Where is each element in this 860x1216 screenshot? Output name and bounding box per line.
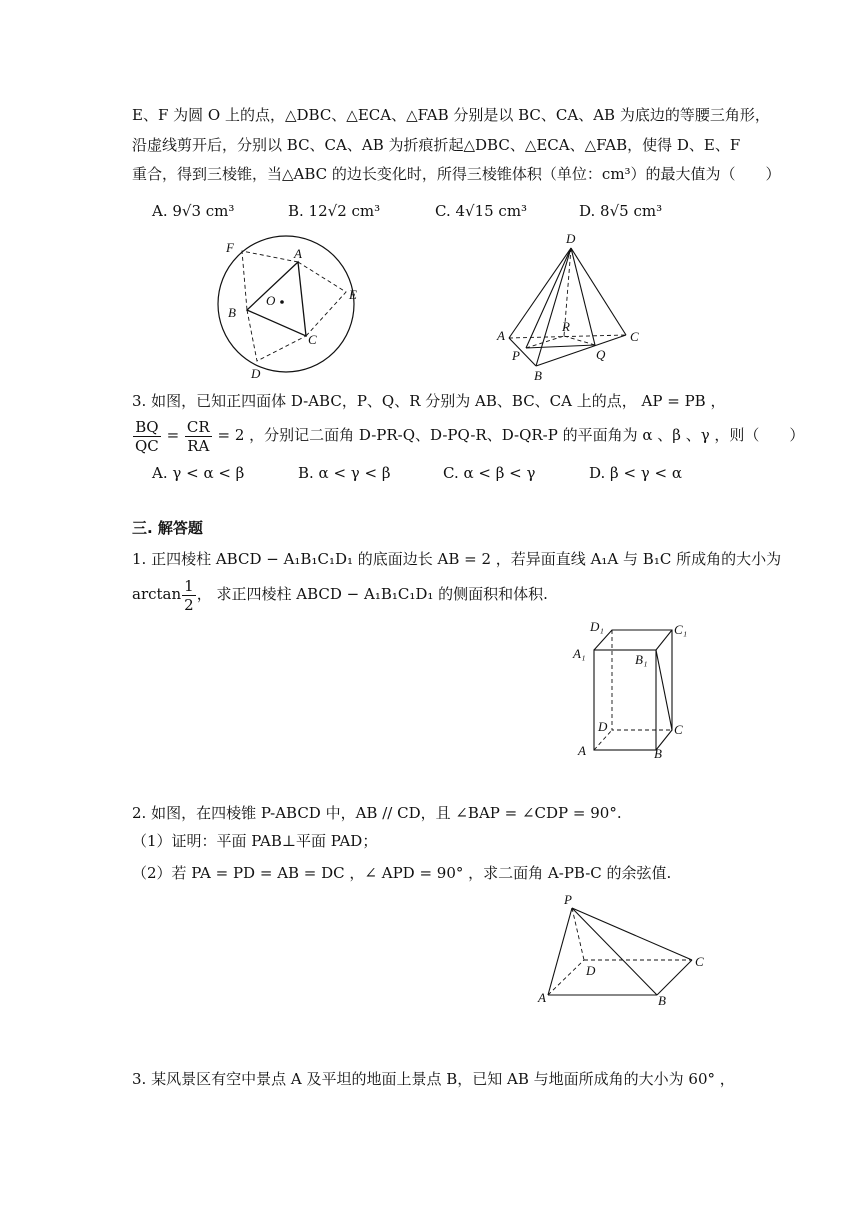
label-b1: B₁ xyxy=(635,652,648,667)
triangle-abc xyxy=(247,262,306,336)
option-a: A. 9√3 cm³ xyxy=(152,202,235,220)
label-a: A xyxy=(538,990,546,1005)
label-p: P xyxy=(512,348,520,363)
label-d1: D₁ xyxy=(590,619,604,634)
label-a: A xyxy=(294,246,302,261)
label-b: B xyxy=(534,368,542,383)
q2-line2: （1）证明：平面 PAB⊥平面 PAD； xyxy=(132,832,378,850)
label-p: P xyxy=(564,892,572,907)
label-o: O xyxy=(266,293,276,308)
label-e: E xyxy=(349,287,357,302)
dashed-lines xyxy=(242,251,346,361)
problem2-options xyxy=(152,200,752,222)
tetrahedron-figure xyxy=(492,228,652,384)
frac1-den: QC xyxy=(135,436,159,455)
label-b: B xyxy=(228,305,236,320)
option-b: B. 12√2 cm³ xyxy=(288,202,381,220)
label-c: C xyxy=(695,954,704,969)
label-b: B xyxy=(654,746,662,761)
label-d: D xyxy=(598,719,608,734)
option-a: A. γ < α < β xyxy=(152,464,245,482)
option-b: B. α < γ < β xyxy=(298,464,391,482)
q1-line1: 1. 正四棱柱 ABCD − A₁B₁C₁D₁ 的底面边长 AB = 2 ，若异面直线 A₁A 与 B₁C 所成角的大小为 xyxy=(132,550,782,568)
problem2-line3: 重合，得到三棱锥，当△ABC 的边长变化时，所得三棱锥体积（单位：cm³）的最大值为（ ） xyxy=(132,165,781,183)
label-c: C xyxy=(674,722,683,737)
equals-sign: = xyxy=(166,426,180,444)
center-dot xyxy=(280,300,284,304)
half-den: 2 xyxy=(184,595,194,614)
frac2-num: CR xyxy=(186,417,210,436)
q1-line2 xyxy=(132,572,548,616)
fraction-bq-qc xyxy=(133,418,161,455)
problem3-line2 xyxy=(132,415,804,455)
label-b: B xyxy=(658,993,666,1008)
label-d: D xyxy=(586,963,596,978)
half-num: 1 xyxy=(184,576,194,595)
problem3-options xyxy=(152,462,752,484)
problem2-line2: 沿虚线剪开后，分别以 BC、CA、AB 为折痕折起△DBC、△ECA、△FAB，使得 D、E、F xyxy=(132,136,741,154)
fraction-one-half xyxy=(182,577,196,614)
label-d: D xyxy=(251,366,261,381)
pyramid-figure xyxy=(534,892,714,1010)
section-heading: 三. 解答题 xyxy=(132,519,203,537)
arctan-text: arctan xyxy=(132,585,182,603)
problem3-line2-rest: = 2 ，分别记二面角 D-PR-Q、D-PQ-R、D-QR-P 的平面角为 α 、β 、γ ，则（ ） xyxy=(217,426,805,444)
label-a1: A₁ xyxy=(573,646,586,661)
q1-line2-rest: ， 求正四棱柱 ABCD − A₁B₁C₁D₁ 的侧面积和体积. xyxy=(196,585,548,603)
circle-o xyxy=(218,236,354,372)
option-d: D. 8√5 cm³ xyxy=(579,202,663,220)
option-d: D. β < γ < α xyxy=(589,464,683,482)
label-r: R xyxy=(562,319,570,334)
circle-figure xyxy=(212,232,372,382)
problem3-line1: 3. 如图，已知正四面体 D-ABC，P、Q、R 分别为 AB、BC、CA 上的点， AP = PB ， xyxy=(132,392,726,410)
label-c: C xyxy=(308,332,317,347)
label-q: Q xyxy=(596,347,606,362)
label-a: A xyxy=(497,328,505,343)
label-c: C xyxy=(630,329,639,344)
q2-line1: 2. 如图，在四棱锥 P-ABCD 中，AB // CD，且 ∠BAP = ∠CDP = 90°. xyxy=(132,804,622,822)
prism-figure xyxy=(568,614,698,762)
option-c: C. α < β < γ xyxy=(443,464,536,482)
q3-line1: 3. 某风景区有空中景点 A 及平坦的地面上景点 B，已知 AB 与地面所成角的大小为 60° ， xyxy=(132,1070,735,1088)
label-a: A xyxy=(578,743,586,758)
option-c: C. 4√15 cm³ xyxy=(435,202,528,220)
frac2-den: RA xyxy=(187,436,210,455)
problem2-line1: E、F 为圆 O 上的点，△DBC、△ECA、△FAB 分别是以 BC、CA、AB 为底边的等腰三角形， xyxy=(132,106,770,124)
fraction-cr-ra xyxy=(185,418,212,455)
q2-line3: （2）若 PA = PD = AB = DC ，∠ APD = 90° ，求二面角 A-PB-C 的余弦值. xyxy=(132,864,672,882)
label-f: F xyxy=(226,240,234,255)
frac1-num: BQ xyxy=(133,418,161,437)
label-d: D xyxy=(566,231,576,246)
label-c1: C₁ xyxy=(674,622,688,637)
